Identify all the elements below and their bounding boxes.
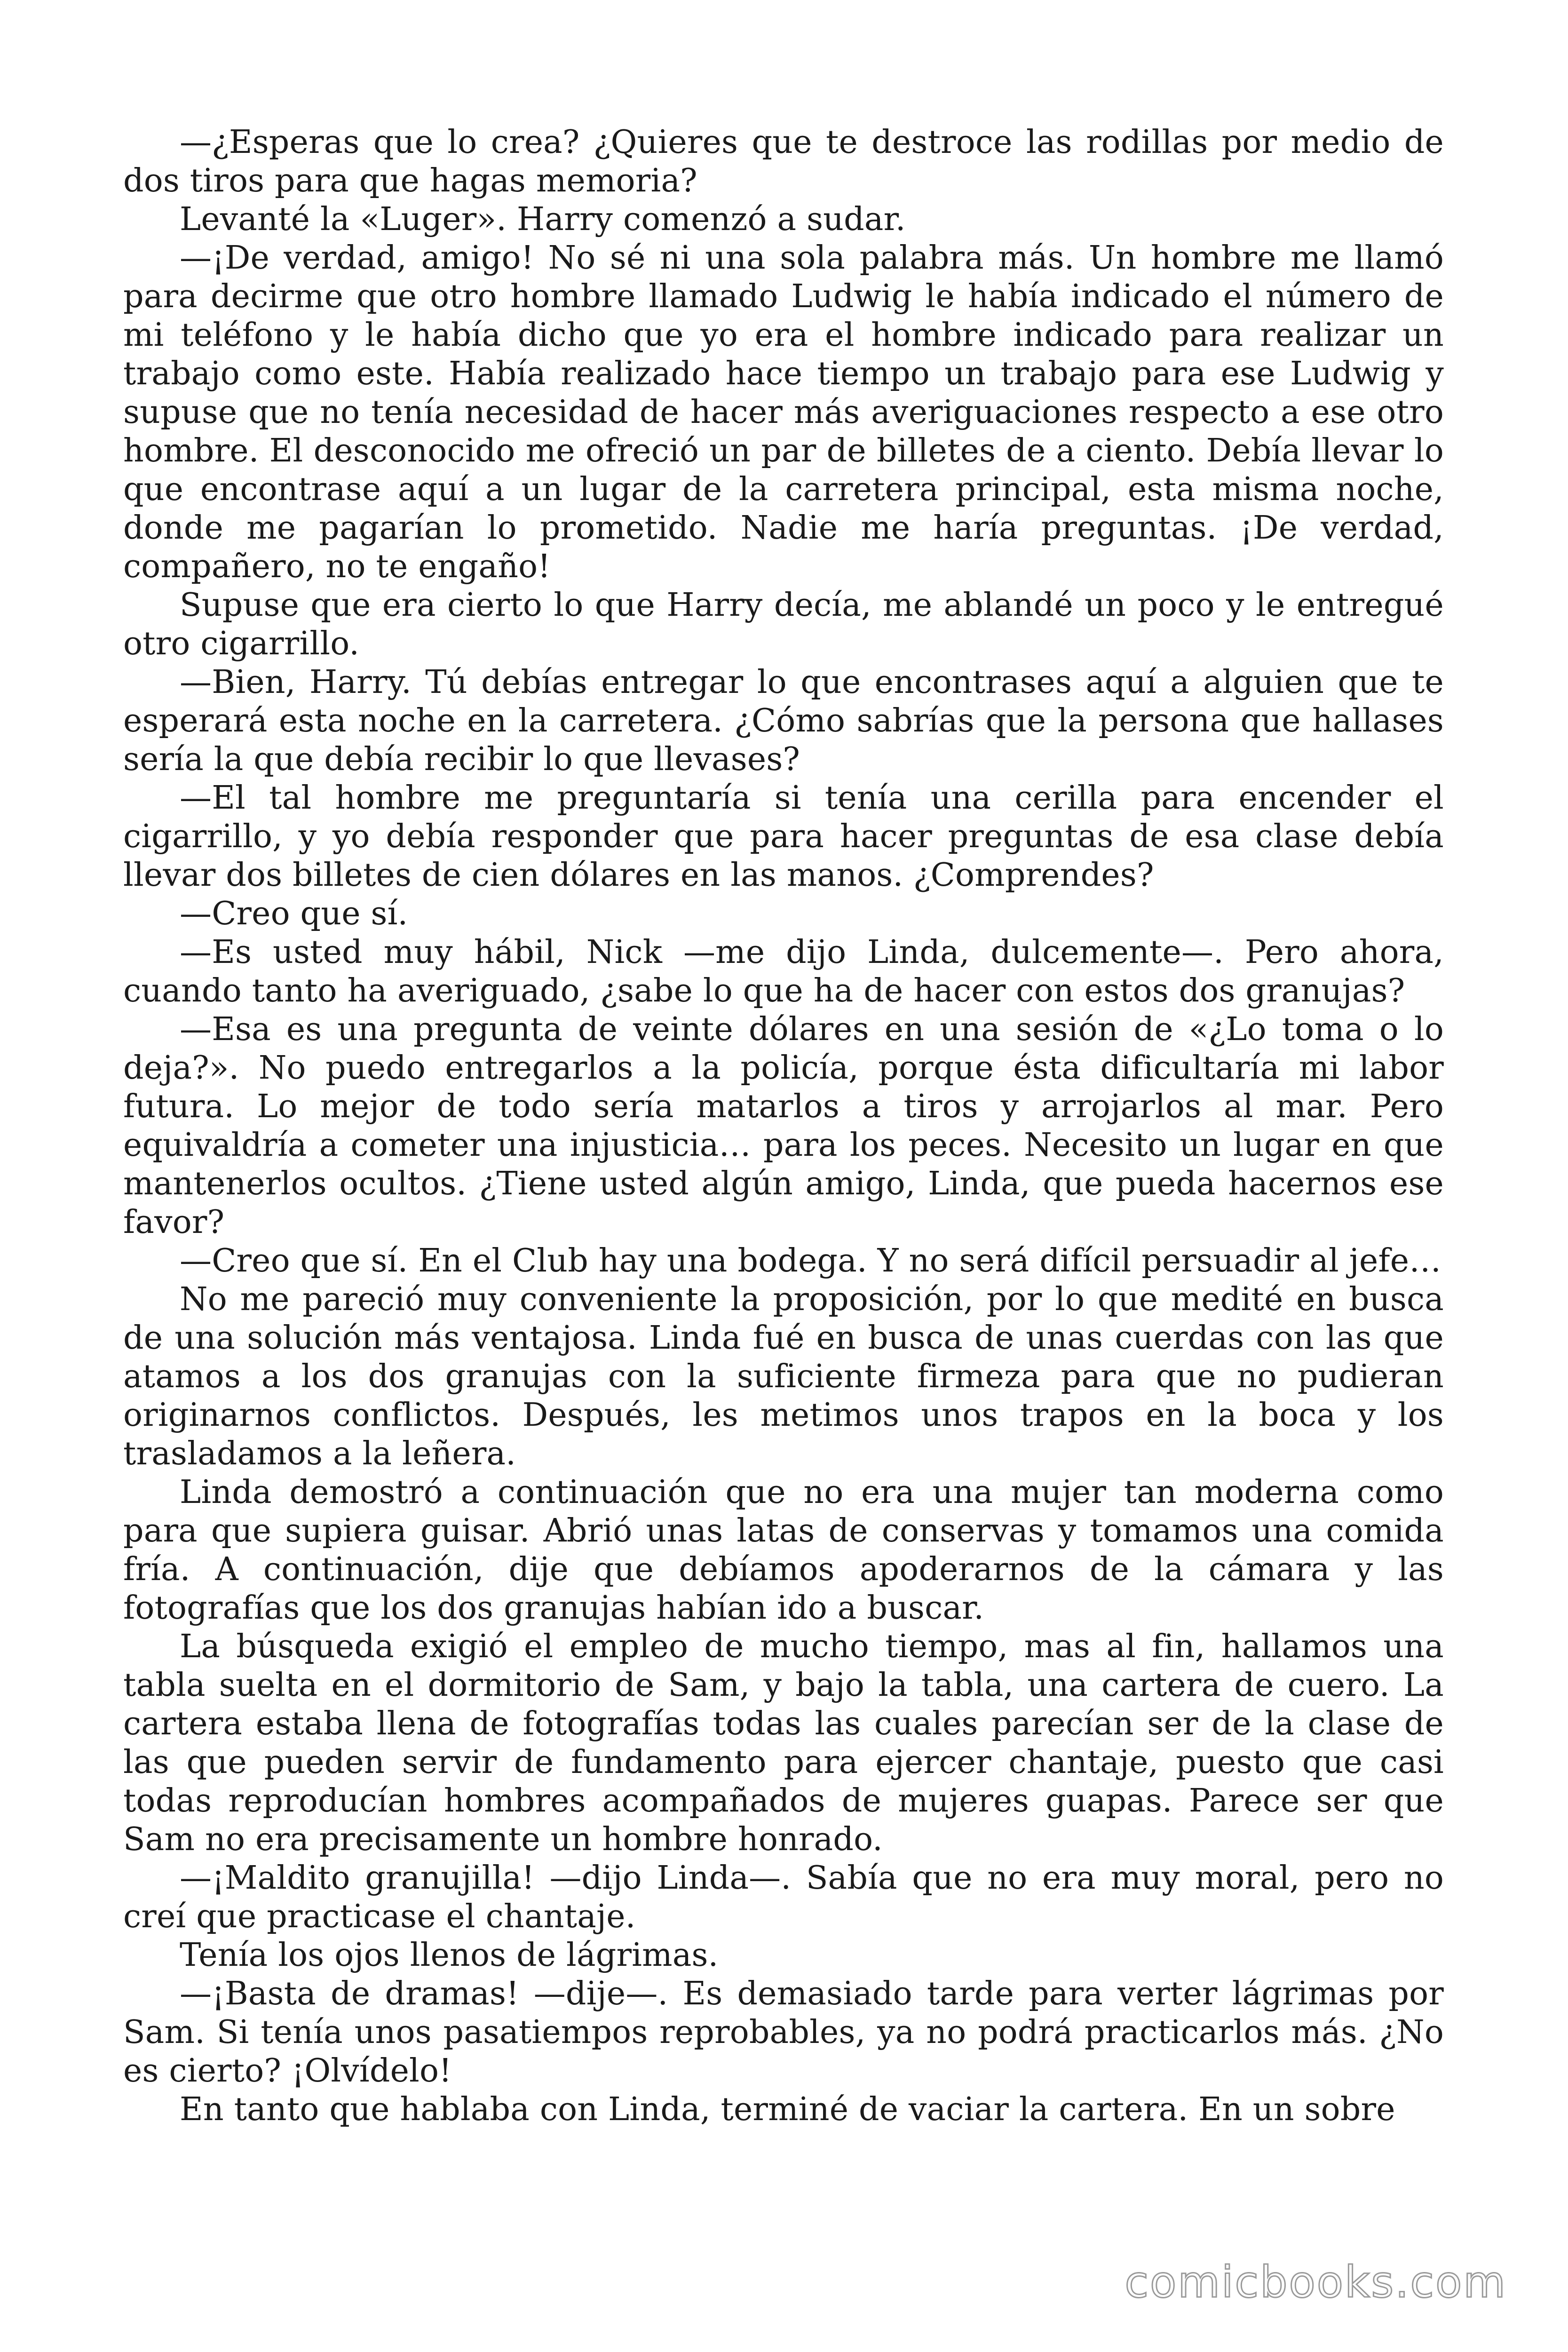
paragraph: Linda demostró a continuación que no era una mujer tan moderna como para que supiera guisar. Abrió unas latas de conservas y tomamos una comida fría. A continuación, dije que debíamos apoderarnos de la cámara y las fotografías que los dos granujas habían ido a buscar. (123, 1474, 1444, 1627)
paragraph: Supuse que era cierto lo que Harry decía, me ablandé un poco y le entregué otro cigarrillo. (123, 587, 1444, 662)
paragraph: —Bien, Harry. Tú debías entregar lo que encontrases aquí a alguien que te esperará esta noche en la carretera. ¿Cómo sabrías que la persona que hallases sería la que debía recibir lo que llevases? (123, 664, 1444, 778)
paragraph: Tenía los ojos llenos de lágrimas. (180, 1937, 719, 1974)
paragraph: —¡De verdad, amigo! No sé ni una sola palabra más. Un hombre me llamó para decirme que otro hombre llamado Ludwig le había indicado el número de mi teléfono y le había dicho que yo era el hombre indicado para realizar un trabajo como este. Había realizado hace tiempo un trabajo para ese Ludwig y supuse que no tenía necesidad de hacer más averiguaciones respecto a ese otro hombre. El desconocido me ofreció un par de billetes de a ciento. Debía llevar lo que encontrase aquí a un lugar de la carretera principal, esta misma noche, donde me pagarían lo prometido. Nadie me haría preguntas. ¡De verdad, compañero, no te engaño! (123, 239, 1444, 585)
page-body (123, 123, 1444, 2129)
paragraph: No me pareció muy conveniente la proposición, por lo que medité en busca de una solución más ventajosa. Linda fué en busca de unas cuerdas con las que atamos a los dos granujas con la suficiente firmeza para que no pudieran originarnos conflictos. Después, les metimos unos trapos en la boca y los trasladamos a la leñera. (123, 1281, 1444, 1472)
paragraph: Levanté la «Luger». Harry comenzó a sudar. (180, 201, 906, 238)
paragraph: —Es usted muy hábil, Nick —me dijo Linda, dulcemente—. Pero ahora, cuando tanto ha averiguado, ¿sabe lo que ha de hacer con estos dos granujas? (123, 934, 1444, 1009)
paragraph: —Creo que sí. En el Club hay una bodega. Y no será difícil persuadir al jefe… (180, 1242, 1441, 1279)
paragraph: —¡Maldito granujilla! —dijo Linda—. Sabía que no era muy moral, pero no creí que practicase el chantaje. (123, 1859, 1444, 1935)
paragraph: En tanto que hablaba con Linda, terminé de vaciar la cartera. En un sobre (180, 2091, 1395, 2128)
watermark: comicbooks.com (1125, 2257, 1507, 2307)
paragraph: —¿Esperas que lo crea? ¿Quieres que te destroce las rodillas por medio de dos tiros para que hagas memoria? (123, 124, 1444, 199)
paragraph: —El tal hombre me preguntaría si tenía una cerilla para encender el cigarrillo, y yo debía responder que para hacer preguntas de esa clase debía llevar dos billetes de cien dólares en las manos. ¿Comprendes? (123, 779, 1444, 894)
paragraph: —¡Basta de dramas! —dije—. Es demasiado tarde para verter lágrimas por Sam. Si tenía unos pasatiempos reprobables, ya no podrá practicarlos más. ¿No es cierto? ¡Olvídelo! (123, 1975, 1444, 2090)
paragraph: —Creo que sí. (180, 895, 408, 932)
paragraph: La búsqueda exigió el empleo de mucho tiempo, mas al fin, hallamos una tabla suelta en el dormitorio de Sam, y bajo la tabla, una cartera de cuero. La cartera estaba llena de fotografías todas las cuales parecían ser de la clase de las que pueden servir de fundamento para ejercer chantaje, puesto que casi todas reproducían hombres acompañados de mujeres guapas. Parece ser que Sam no era precisamente un hombre honrado. (123, 1628, 1444, 1858)
paragraph: —Esa es una pregunta de veinte dólares en una sesión de «¿Lo toma o lo deja?». No puedo entregarlos a la policía, porque ésta dificultaría mi labor futura. Lo mejor de todo sería matarlos a tiros y arrojarlos al mar. Pero equivaldría a cometer una injusticia… para los peces. Necesito un lugar en que mantenerlos ocultos. ¿Tiene usted algún amigo, Linda, que pueda hacernos ese favor? (123, 1011, 1444, 1241)
